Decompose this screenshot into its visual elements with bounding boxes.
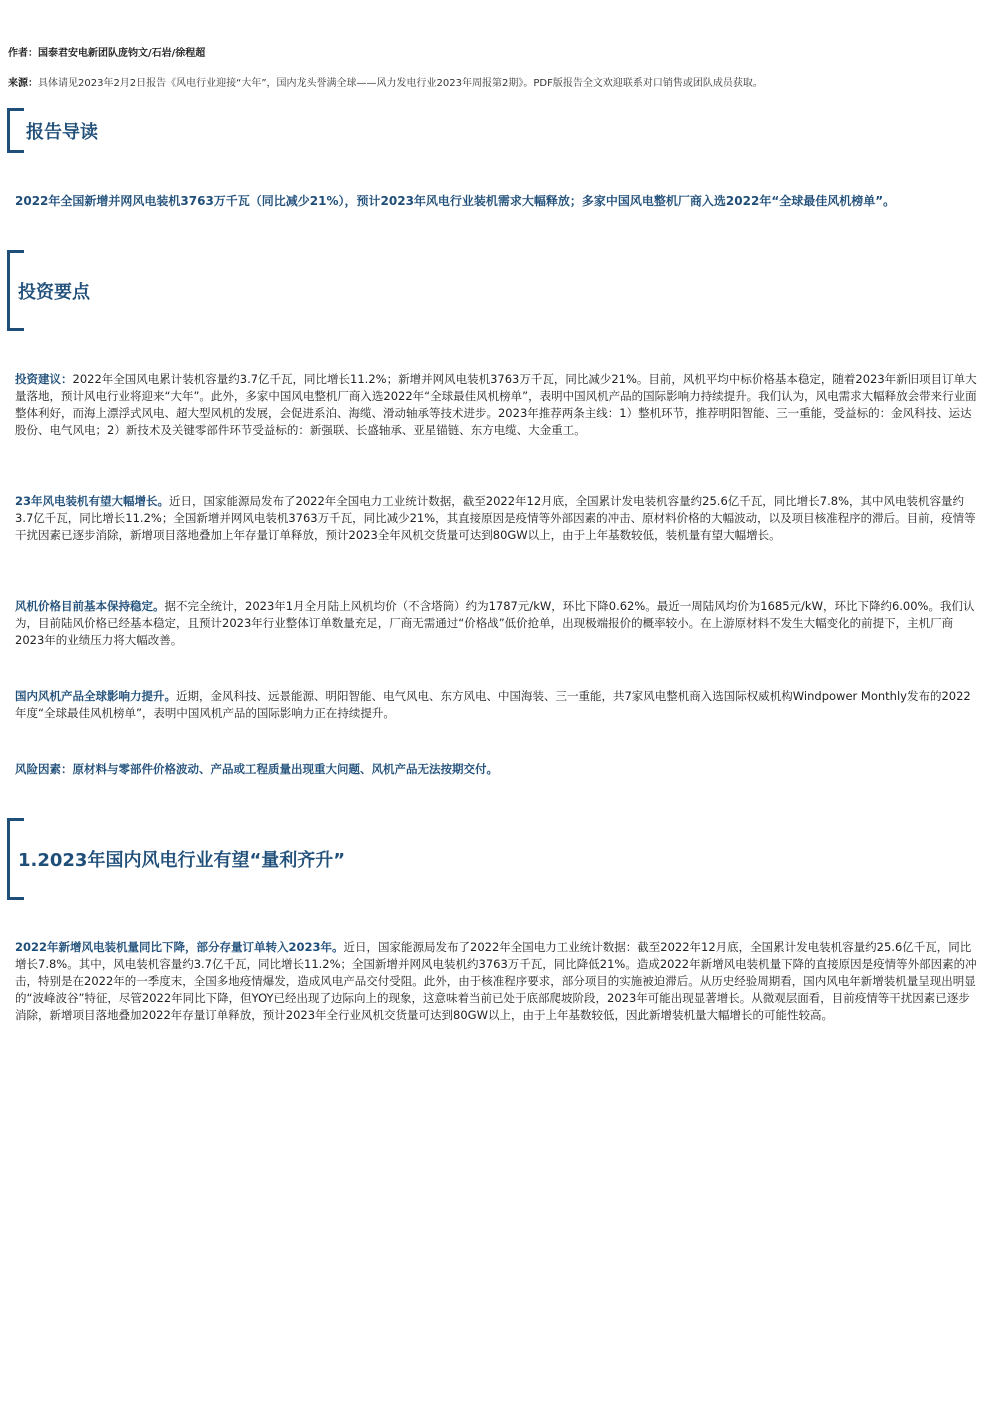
author-text: 国泰君安电新团队庞钧文/石岩/徐程超 (38, 48, 206, 59)
paragraph-investment-advice (15, 371, 977, 439)
paragraph-body: 近日，国家能源局发布了2022年全国电力工业统计数据，截至2022年12月底，全国累计发电装机容量约25.6亿千瓦，同比增长7.8%，其中风电装机容量约3.7亿千瓦，同比增长11.2%；全国新增并网风电装机3763万千瓦，同比减少21%，其直接原因是疫情等外部因素的冲击、原材料价格的大幅波动，以及项目核准程序的滞后。目前，疫情等干扰因素已逐步消除，新增项目落地叠加上年存量订单释放，预计2023全年风机交货量可达到80GW以上，由于上年基数较低，装机量有望大幅增长。 (15, 494, 976, 542)
author-label: 作者： (8, 48, 38, 59)
guide-lead: 2022年全国新增并网风电装机3763万千瓦（同比减少21%），预计2023年风电行业装机需求大幅释放；多家中国风电整机厂商入选2022年“全球最佳风机榜单”。 (15, 194, 896, 208)
paragraph-body: 2022年全国风电累计装机容量约3.7亿千瓦，同比增长11.2%；新增并网风电装机3763万千瓦，同比减少21%。目前，风机平均中标价格基本稳定，随着2023年新旧项目订单大量落地，预计风电行业将迎来“大年”。此外，多家中国风电整机厂商入选2022年“全球最佳风机榜单”，表明中国风机产品的国际影响力持续提升。我们认为，风电需求大幅释放会带来行业面整体利好，而海上漂浮式风电、超大型风机的发展，会促进系泊、海缆、滑动轴承等技术进步。2023年推荐两条主线：1）整机环节，推荐明阳智能、三一重能，受益标的：金风科技、运达股份、电气风电；2）新技术及关键零部件环节受益标的：新强联、长盛轴承、亚星锚链、东方电缆、大金重工。 (15, 372, 977, 437)
risk-factors: 风险因素：原材料与零部件价格波动、产品或工程质量出现重大问题、风机产品无法按期交付。 (15, 762, 498, 776)
paragraph-body: 近期，金风科技、远景能源、明阳智能、电气风电、东方风电、中国海装、三一重能，共7家风电整机商入选国际权威机构Windpower Monthly发布的2022年度“全球最佳风机榜单”，表明中国风机产品的国际影响力正在持续提升。 (15, 689, 971, 720)
paragraph-body: 近日，国家能源局发布了2022年全国电力工业统计数据：截至2022年12月底，全国累计发电装机容量约25.6亿千瓦，同比增长7.8%。其中，风电装机容量约3.7亿千瓦，同比增长11.2%；全国新增并网风电装机约3763万千瓦，同比降低21%。造成2022年新增风电装机量下降的直接原因是疫情等外部因素的冲击，特别是在2022年的一季度末，全国多地疫情爆发，造成风电产品交付受阻。此外，由于核准程序要求，部分项目的实施被迫滞后。从历史经验周期看，国内风电年新增装机量呈现出明显的“波峰波谷”特征，尽管2022年同比下降，但YOY已经出现了边际向上的现象，这意味着当前已处于底部爬坡阶段，2023年可能出现显著增长。从微观层面看，目前疫情等干扰因素已逐步消除，新增项目落地叠加2022年存量订单释放，预计2023年全行业风机交货量可达到80GW以上，由于上年基数较低，因此新增装机量大幅增长的可能性较高。 (15, 940, 977, 1022)
section-bracket-icon (7, 108, 24, 153)
source-line (8, 77, 763, 91)
source-label: 来源： (8, 78, 38, 89)
paragraph-heading: 国内风机产品全球影响力提升。 (15, 689, 176, 703)
paragraph-body: 据不完全统计，2023年1月全月陆上风机均价（不含塔筒）约为1787元/kW，环比下降0.62%。最近一周陆风均价为1685元/kW，环比下降约6.00%。我们认为，目前陆风价格已经基本稳定，且预计2023年行业整体订单数量充足，厂商无需通过“价格战”低价抢单，出现极端报价的概率较小。在上游原材料不发生大幅变化的前提下，主机厂商2023年的业绩压力将大幅改善。 (15, 599, 975, 647)
paragraph-price-stable (15, 598, 977, 649)
paragraph-install-growth (15, 493, 977, 544)
paragraph-heading: 风机价格目前基本保持稳定。 (15, 599, 165, 613)
paragraph-section-one (15, 939, 977, 1024)
paragraph-global-influence (15, 688, 977, 722)
section-title: 投资要点 (18, 281, 90, 303)
source-text: 具体请见2023年2月2日报告《风电行业迎接“大年”，国内龙头誉满全球——风力发电行业2023年周报第2期》。PDF版报告全文欢迎联系对口销售或团队成员获取。 (38, 78, 763, 89)
section-title: 1.2023年国内风电行业有望“量利齐升” (18, 850, 346, 871)
section-header-points (7, 250, 90, 331)
section-header-guide (7, 108, 98, 153)
paragraph-heading: 23年风电装机有望大幅增长。 (15, 494, 170, 508)
paragraph-heading: 2022年新增风电装机量同比下降，部分存量订单转入2023年。 (15, 940, 344, 954)
section-header-one (7, 818, 345, 900)
section-title: 报告导读 (26, 121, 98, 143)
paragraph-heading: 投资建议： (15, 372, 73, 386)
author-line (8, 47, 205, 61)
